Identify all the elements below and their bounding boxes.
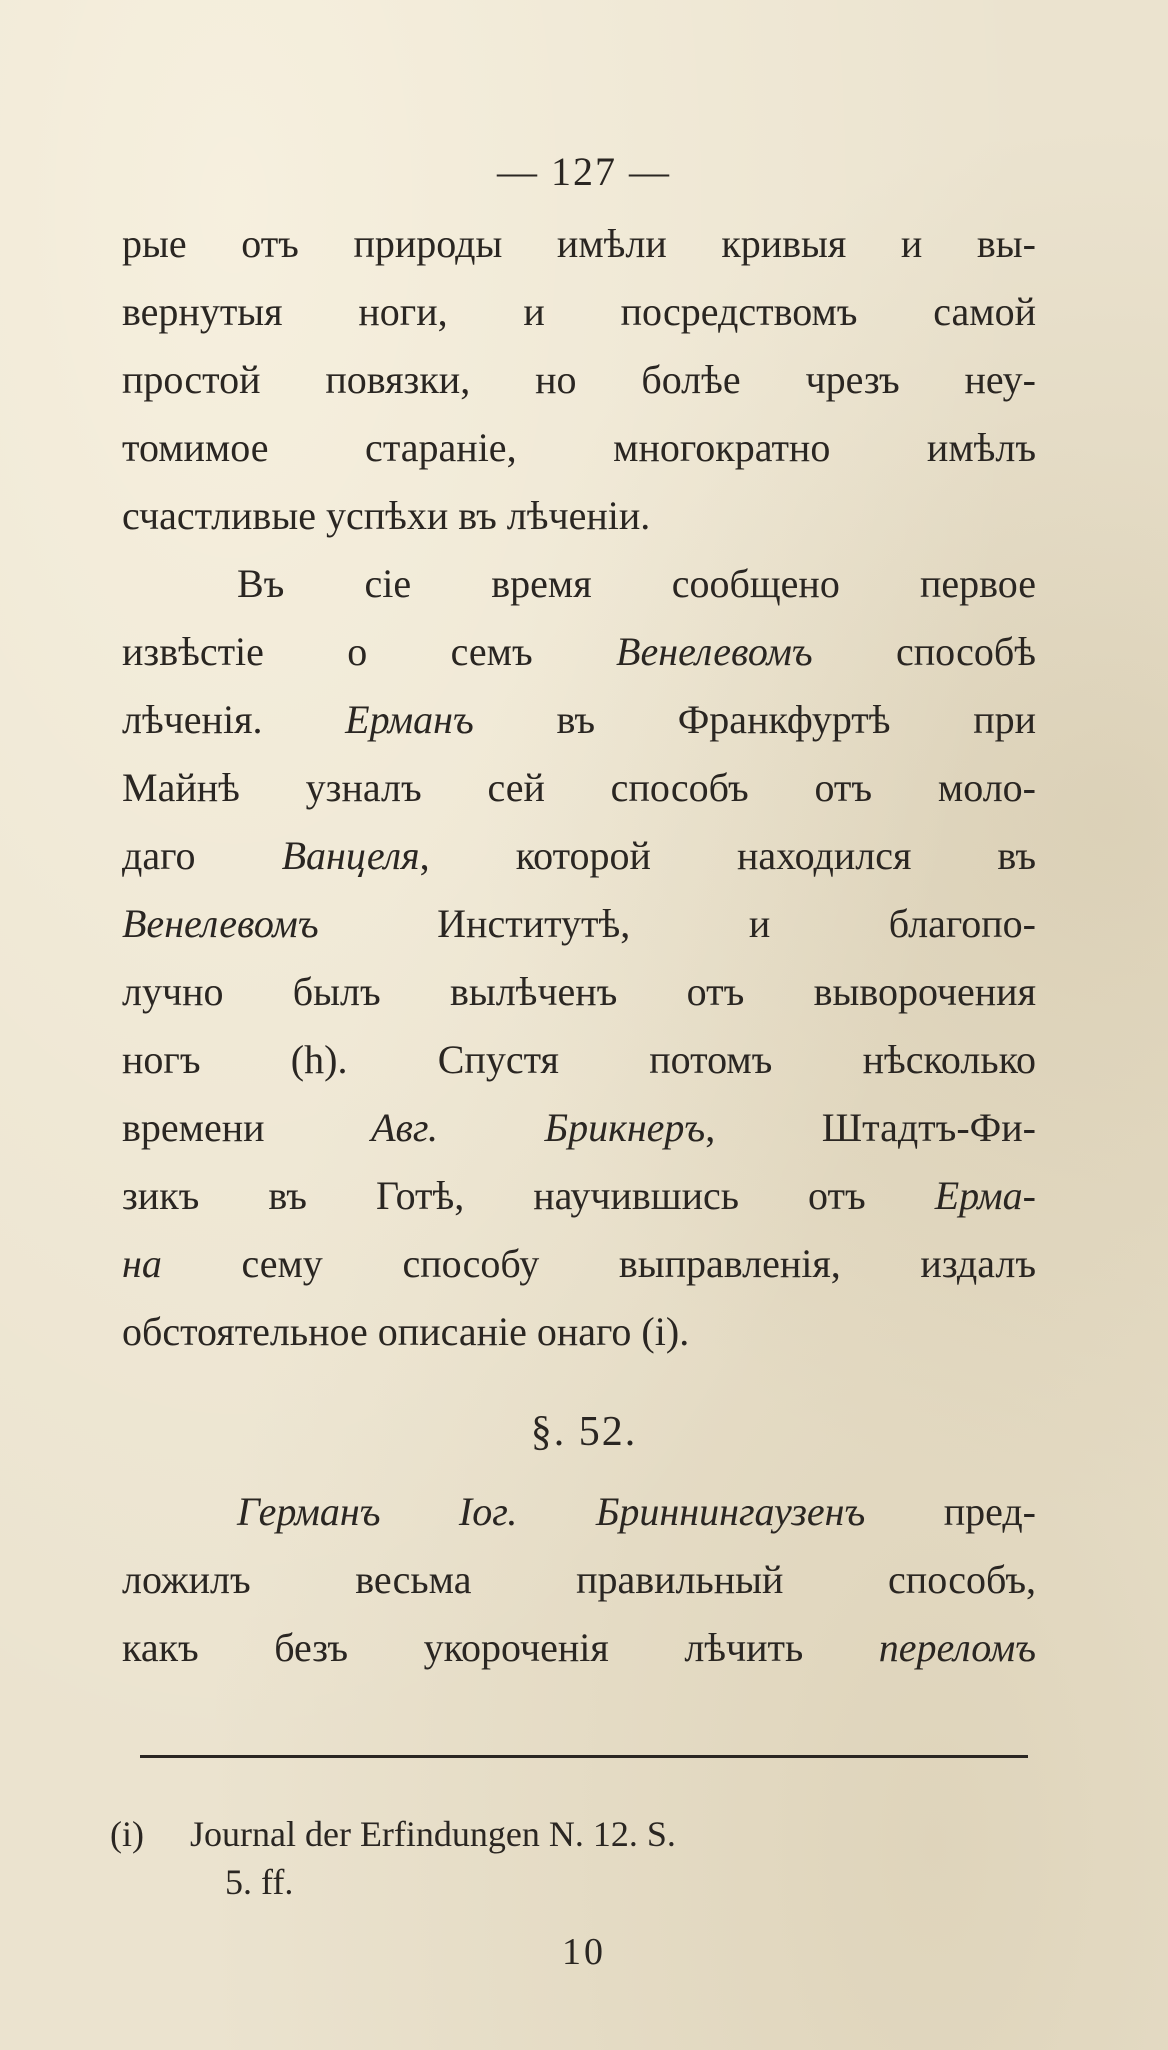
- text-line: рые отъ природы имѣли кривыя и вы-: [122, 221, 1036, 266]
- text-line: [122, 1614, 1036, 1682]
- text-run: времени: [122, 1105, 372, 1150]
- text-run: , которой находился въ: [419, 833, 1036, 878]
- footnote-divider: [140, 1755, 1028, 1758]
- page-number-header: — 127 —: [497, 149, 671, 194]
- italic-name: Ерманъ: [345, 697, 474, 742]
- text-line: ложилъ весьма правильный способъ,: [122, 1557, 1036, 1602]
- signature-mark: 10: [562, 1931, 606, 1973]
- text-run: въ Франкфуртѣ при: [473, 697, 1037, 742]
- text-line: Майнѣ узналъ сей способъ отъ моло-: [122, 765, 1036, 810]
- text-line: [122, 1230, 1036, 1298]
- text-line: счастливые успѣхи въ лѣченіи.: [122, 493, 651, 538]
- text-line: обстоятельное описаніе онаго (i).: [122, 1309, 690, 1354]
- text-line: Въ сіе время сообщено первое: [237, 561, 1036, 606]
- text-line: [122, 1478, 1036, 1546]
- text-line: томимое стараніе, многократно имѣлъ: [122, 425, 1036, 470]
- text-line: вернутыя ноги, и посредствомъ самой: [122, 289, 1036, 334]
- italic-word: переломъ: [878, 1625, 1036, 1670]
- text-line: [122, 686, 1036, 754]
- italic-name: Авг. Брикнеръ: [371, 1105, 706, 1150]
- italic-name: Венелевомъ: [616, 629, 813, 674]
- text-line: [122, 618, 1036, 686]
- text-line: [122, 822, 1036, 890]
- text-line: [122, 1162, 1036, 1230]
- text-line: [122, 890, 1036, 958]
- text-line: ногъ (h). Спустя потомъ нѣсколько: [122, 1037, 1036, 1082]
- text-run: сему способу выправленія, издалъ: [161, 1241, 1036, 1286]
- text-run: извѣстіе о семъ: [122, 629, 617, 674]
- text-run: зикъ въ Готѣ, научившись отъ: [122, 1173, 935, 1218]
- italic-name: Германъ Іог. Бриннингаузенъ: [237, 1489, 866, 1534]
- text-run: пред-: [865, 1489, 1037, 1534]
- section-text-block: [122, 1478, 1036, 1682]
- text-run: , Штадтъ-Фи-: [705, 1105, 1036, 1150]
- text-line: [122, 1094, 1036, 1162]
- italic-name: Ерма-: [934, 1173, 1036, 1218]
- text-run: лѣченія.: [122, 697, 346, 742]
- text-run: какъ безъ укороченія лѣчить: [122, 1625, 879, 1670]
- footnote-text: Journal der Erfindungen N. 12. S.: [190, 1814, 676, 1854]
- italic-name: на: [122, 1241, 162, 1286]
- text-line: лучно былъ вылѣченъ отъ выворочения: [122, 969, 1036, 1014]
- main-text-block: [122, 210, 1036, 1366]
- text-run: даго: [122, 833, 282, 878]
- footnote-line: [110, 1810, 1040, 1858]
- text-run: способѣ: [812, 629, 1036, 674]
- footnote: [110, 1810, 1040, 1906]
- italic-name: Ванцеля: [281, 833, 420, 878]
- italic-name: Венелевомъ: [122, 901, 319, 946]
- section-heading: §. 52.: [530, 1409, 638, 1455]
- text-line: простой повязки, но болѣе чрезъ неу-: [122, 357, 1036, 402]
- footnote-line: 5. ff.: [225, 1862, 294, 1902]
- footnote-marker: (i): [110, 1814, 144, 1854]
- text-run: Институтѣ, и благопо-: [318, 901, 1036, 946]
